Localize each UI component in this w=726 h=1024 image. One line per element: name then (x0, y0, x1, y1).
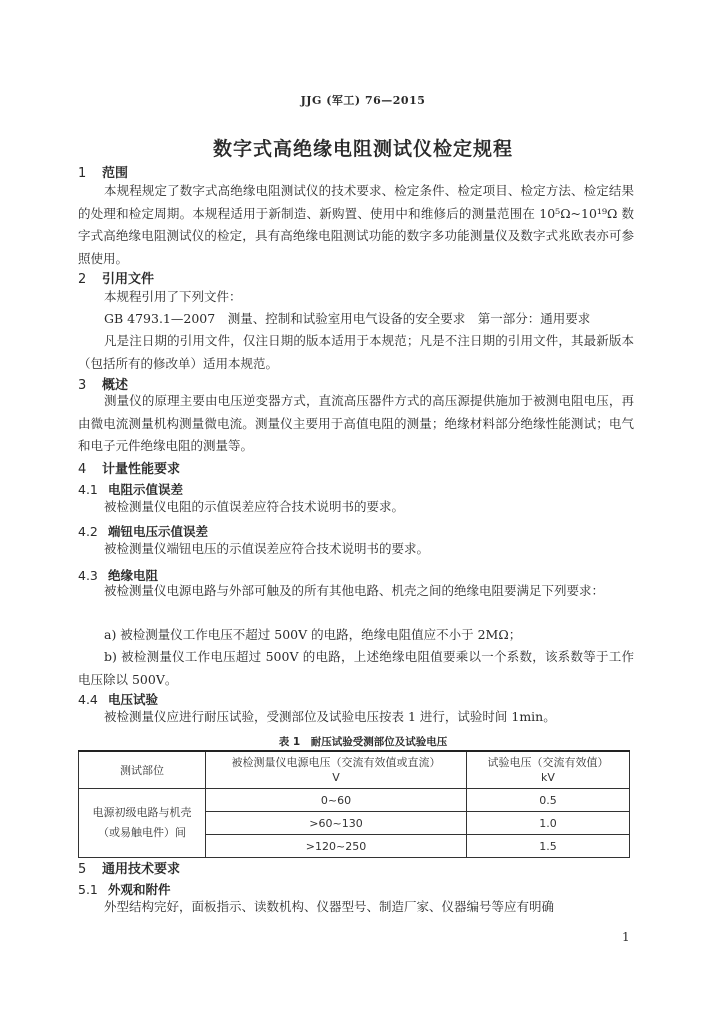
section-title: 计量性能要求 (102, 462, 181, 477)
section-1-paragraph: 本规程规定了数字式高绝缘电阻测试仪的技术要求、检定条件、检定项目、检定方法、检定结果的处理和检定周期。本规程适用于新制造、新购置、使用中和维修后的测量范围在 10⁵Ω~10¹⁹Ω 数字式高绝缘电阻测试仪的检定，具有高绝缘电阻测试功能的数字多功能测量仪及数字式兆欧表亦可参照使用。 (78, 183, 634, 266)
section-4-2-paragraph: 被检测量仪端钮电压的示值误差应符合技术说明书的要求。 (104, 541, 430, 556)
table-cell-test-voltage: 0.5 (467, 789, 630, 812)
table-cell-supply-voltage: >120~250 (206, 835, 467, 858)
table-header-unit: V (332, 771, 340, 784)
section-title: 外观和附件 (108, 882, 171, 897)
section-number: 1 (78, 166, 87, 181)
section-title: 电阻示值误差 (108, 482, 184, 497)
section-4-4-paragraph: 被检测量仪应进行耐压试验，受测部位及试验电压按表 1 进行，试验时间 1min。 (104, 709, 556, 724)
section-number: 2 (78, 272, 87, 287)
section-2-paragraph-1: 本规程引用了下列文件： (104, 289, 242, 304)
section-2-reference: GB 4793.1—2007 测量、控制和试验室用电气设备的安全要求 第一部分：通用要求 (104, 311, 591, 326)
table-header-text: 试验电压（交流有效值） (487, 756, 609, 769)
section-5-1-paragraph: 外型结构完好，面板指示、读数机构、仪器型号、制造厂家、仪器编号等应有明确 (104, 899, 555, 914)
table-header-text: 被检测量仪电源电压（交流有效值或直流） (231, 756, 441, 769)
section-heading-1 (78, 162, 128, 181)
table-caption: 表 1 耐压试验受测部位及试验电压 (278, 736, 448, 748)
section-number: 4.3 (78, 568, 98, 583)
section-number: 4 (78, 462, 87, 477)
section-number: 4.1 (78, 482, 98, 497)
section-4-3-paragraph: 被检测量仪电源电路与外部可触及的所有其他电路、机壳之间的绝缘电阻要满足下列要求： (104, 583, 605, 598)
section-4-3-item-a: a) 被检测量仪工作电压不超过 500V 的电路，绝缘电阻值应不小于 2MΩ； (104, 627, 522, 642)
section-number: 3 (78, 378, 87, 393)
section-number: 5 (78, 862, 87, 877)
section-number: 5.1 (78, 882, 98, 897)
document-code-header: JJG (军工) 76—2015 (300, 94, 426, 107)
table-cell-supply-voltage: >60~130 (206, 812, 467, 835)
table-header-test-location: 测试部位 (79, 751, 206, 789)
section-2-paragraph-3: 凡是注日期的引用文件，仅注日期的版本适用于本规范；凡是不注日期的引用文件，其最新版本（包括所有的修改单）适用本规范。 (78, 333, 634, 371)
section-title: 概述 (102, 378, 129, 393)
section-title: 通用技术要求 (102, 862, 181, 877)
section-number: 4.2 (78, 524, 98, 539)
table-header-unit: kV (541, 771, 555, 784)
section-heading-2 (78, 268, 154, 287)
withstand-voltage-table (78, 750, 630, 858)
table-cell-location: 电源初级电路与机壳（或易触电件）间 (79, 789, 206, 858)
page-title: 数字式高绝缘电阻测试仪检定规程 (212, 138, 513, 160)
table-row (79, 789, 630, 812)
page-number: 1 (622, 930, 630, 944)
section-4-3-item-b: b) 被检测量仪工作电压超过 500V 的电路，上述绝缘电阻值要乘以一个系数，该系数等于工作电压除以 500V。 (78, 649, 634, 687)
section-title: 绝缘电阻 (108, 568, 159, 583)
table-header-supply-voltage (206, 751, 467, 789)
table-cell-supply-voltage: 0~60 (206, 789, 467, 812)
table-header-test-voltage (467, 751, 630, 789)
section-title: 端钮电压示值误差 (108, 524, 209, 539)
table-cell-test-voltage: 1.0 (467, 812, 630, 835)
section-number: 4.4 (78, 692, 98, 707)
section-title: 范围 (102, 166, 129, 181)
section-title: 电压试验 (108, 692, 159, 707)
section-4-1-paragraph: 被检测量仪电阻的示值误差应符合技术说明书的要求。 (104, 499, 405, 514)
section-title: 引用文件 (102, 272, 155, 287)
section-heading-5 (78, 858, 180, 877)
table-cell-test-voltage: 1.5 (467, 835, 630, 858)
section-3-paragraph: 测量仪的原理主要由电压逆变器方式，直流高压器件方式的高压源提供施加于被测电阻电压，再由微电流测量机构测量微电流。测量仪主要用于高值电阻的测量；绝缘材料部分绝缘性能测试；电气和电子元件绝缘电阻的测量等。 (78, 393, 634, 453)
section-heading-4 (78, 458, 180, 477)
